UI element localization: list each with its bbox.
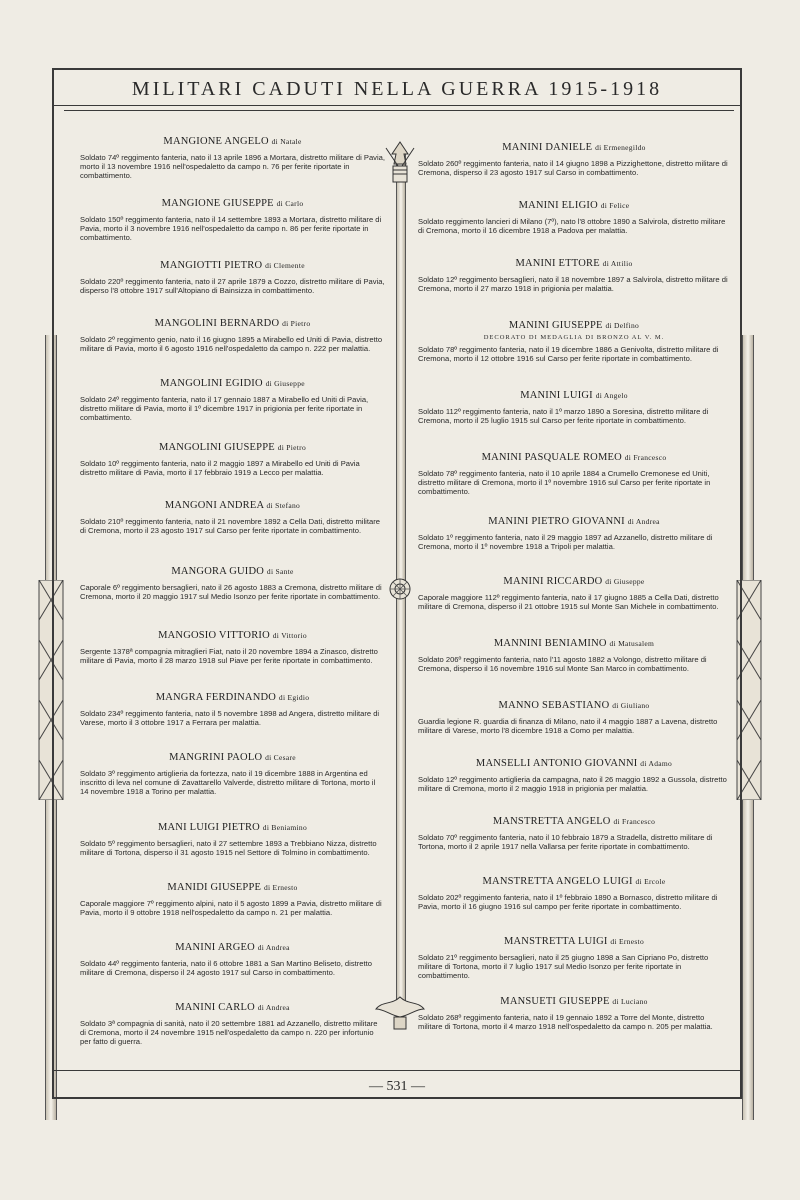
entry-name: MANINI GIUSEPPE di Delfino — [508, 320, 640, 331]
entry-name: MANGOLINI EGIDIO di Giuseppe — [160, 378, 305, 389]
entry-text: Soldato 206º reggimento fanteria, nato l'11 agosto 1882 a Volongo, distretto militare di Cremona, disperso il 16 novembre 1916 sul Monte San Marco in combattimento. — [418, 655, 707, 673]
entry-text: Guardia legione R. guardia di finanza di Milano, nato il 4 maggio 1887 a Lavena, distretto militare di Varese, morto l'8 dicembre 1918 a Como per malattia. — [418, 717, 718, 735]
entry-text: Soldato 202º reggimento fanteria, nato il 1º febbraio 1890 a Bornasco, distretto militare di Pavia, morto il 16 giugno 1916 sul campo per ferite riportate in combattimento. — [418, 893, 718, 911]
entry-name: MANINI LUIGI di Angelo — [520, 390, 628, 401]
medal-rosette-icon — [389, 578, 411, 600]
entry-text: Soldato 1º reggimento fanteria, nato il 29 maggio 1897 ad Azzanello, distretto militare di Cremona, morto il 1º novembre 1918 a Tripoli per malattia. — [418, 533, 713, 551]
entry — [80, 630, 385, 665]
entry — [80, 500, 385, 535]
entry-text: Caporale maggiore 112º reggimento fanteria, nato il 17 giugno 1885 a Cella Dati, distretto militare di Cremona, disperso il 21 ottobre 1915 sul Monte San Michele in combattimento. — [418, 593, 719, 611]
entry-name: MANIDI GIUSEPPE di Ernesto — [167, 882, 298, 893]
entry-name: MANINI ELIGIO di Felice — [518, 200, 630, 211]
entry — [418, 452, 730, 496]
entry-name: MANSTRETTA LUIGI di Ernesto — [503, 936, 644, 947]
entry — [418, 996, 730, 1031]
entry — [80, 378, 385, 422]
header-rule — [52, 105, 742, 106]
entry-name: MANGRA FERDINANDO di Egidio — [155, 692, 310, 703]
entry-text: Soldato 210º reggimento fanteria, nato il 21 novembre 1892 a Cella Dati, distretto militare di Cremona, morto il 23 agosto 1917 sul Carso per ferite riportate in combattimento. — [80, 517, 380, 535]
entry-text: Soldato 24º reggimento fanteria, nato il 17 gennaio 1887 a Mirabello ed Uniti di Pavia, distretto militare di Pavia, morto il 1º dicembre 1917 in prigionia per ferite riportate in combattimento. — [80, 395, 369, 422]
entry — [418, 576, 730, 611]
entry-text: Soldato 5º reggimento bersaglieri, nato il 27 settembre 1893 a Trebbiano Nizza, distretto militare di Tortona, disperso il 31 agosto 1915 nel Settore di Tolmino in combattimento. — [80, 839, 377, 857]
header-rule-inner — [64, 110, 734, 111]
entry-name: MANGONI ANDREA di Stefano — [164, 500, 301, 511]
entry — [418, 516, 730, 551]
entry-name: MANSTRETTA ANGELO LUIGI di Ercole — [482, 876, 666, 887]
entry-text: Soldato 21º reggimento bersaglieri, nato il 25 giugno 1898 a San Cipriano Po, distretto militare di Tortona, morto il 7 luglio 1917 sul Medio Isonzo per ferite riportate in combattimento. — [418, 953, 709, 980]
entry-text: Soldato 268º reggimento fanteria, nato il 19 gennaio 1892 a Torre del Monte, distretto militare di Tortona, morto il 4 marzo 1918 nell'ospedaletto da campo n. 205 per malattia. — [418, 1013, 713, 1031]
entry-name: MANSTRETTA ANGELO di Francesco — [492, 816, 656, 827]
entry — [418, 320, 730, 363]
entry — [418, 876, 730, 911]
entry-text: Soldato 3ª compagnia di sanità, nato il 20 settembre 1881 ad Azzanello, distretto militare di Cremona, morto il 24 novembre 1915 nell'ospedaletto da campo n. 220 per infortunio per fatto di guerra. — [80, 1019, 378, 1046]
entry-name: MANGRINI PAOLO di Cesare — [169, 752, 296, 763]
entry-name: MANINI ARGEO di Andrea — [175, 942, 290, 953]
entry-text: Caporale 6º reggimento bersaglieri, nato il 26 agosto 1883 a Cremona, distretto militare di Cremona, morto il 20 maggio 1917 sul Medio Isonzo per ferite riportate in combattimento. — [80, 583, 382, 601]
entry — [418, 758, 730, 793]
entry — [418, 816, 730, 851]
entry — [80, 822, 385, 857]
entry-name: MANNO SEBASTIANO di Giuliano — [498, 700, 650, 711]
entry — [418, 142, 730, 177]
entry-text: Soldato 150º reggimento fanteria, nato il 14 settembre 1893 a Mortara, distretto militare di Pavia, morto il 3 novembre 1916 nell'ospedaletto da campo n. 86 per ferite riportate in combattimento. — [80, 215, 382, 242]
entry-text: Soldato 70º reggimento fanteria, nato il 10 febbraio 1879 a Stradella, distretto militare di Tortona, morto il 2 aprile 1917 nella Vallarsa per ferite riportate in combattimento. — [418, 833, 713, 851]
entry-text: Soldato 12º reggimento bersaglieri, nato il 18 novembre 1897 a Salvirola, distretto militare di Cremona, morto il 27 marzo 1918 in prigionia per malattia. — [418, 275, 728, 293]
entry-name: MANGORA GUIDO di Sante — [171, 566, 294, 577]
entry-name: MANINI PASQUALE ROMEO di Francesco — [481, 452, 667, 463]
entry-name: MANGIONE ANGELO di Natale — [163, 136, 302, 147]
entry-text: Soldato 260º reggimento fanteria, nato il 14 giugno 1898 a Pizzighettone, distretto militare di Cremona, disperso il 23 agosto 1917 sul Carso in combattimento. — [418, 159, 728, 177]
entry-text: Soldato 44º reggimento fanteria, nato il 6 ottobre 1881 a San Martino Beliseto, distretto militare di Cremona, disperso il 24 agosto 1917 sul Carso in combattimento. — [80, 959, 372, 977]
entry — [418, 700, 730, 735]
entry-name: MANSUETI GIUSEPPE di Luciano — [500, 996, 648, 1007]
entry-text: Soldato reggimento lancieri di Milano (7º), nato l'8 ottobre 1890 a Salvirola, distretto militare di Cremona, morto il 16 dicembre 1918 a Padova per malattia. — [418, 217, 726, 235]
entry-name: MANINI CARLO di Andrea — [175, 1002, 290, 1013]
entry-name: MANNINI BENIAMINO di Matusalem — [493, 638, 655, 649]
entry-text: Soldato 78º reggimento fanteria, nato il 19 dicembre 1886 a Genivolta, distretto militare di Cremona, morto il 12 ottobre 1916 sul Carso per ferite riportate in combattimento. — [418, 345, 719, 363]
entry-name: MANGIOTTI PIETRO di Clemente — [160, 260, 305, 271]
entry-name: MANGOSIO VITTORIO di Vittorio — [158, 630, 307, 641]
entry — [80, 566, 385, 601]
entry — [80, 198, 385, 242]
pole-finial-icon — [384, 140, 416, 184]
entry — [418, 638, 730, 673]
entry-text: Caporale maggiore 7º reggimento alpini, nato il 5 agosto 1899 a Pavia, distretto militare di Pavia, morto il 9 ottobre 1918 nell'ospedaletto da campo n. 21 per malattia. — [80, 899, 382, 917]
entry — [80, 136, 385, 180]
entry-name: MANINI PIETRO GIOVANNI di Andrea — [488, 516, 660, 527]
entry — [80, 260, 385, 295]
decoration-note: DECORATO DI MEDAGLIA DI BRONZO AL V. M. — [483, 334, 665, 341]
entry — [418, 390, 730, 425]
page-title: MILITARI CADUTI NELLA GUERRA 1915-1918 — [131, 78, 663, 100]
entry — [80, 692, 385, 727]
entry-name: MANINI ETTORE di Attilio — [515, 258, 633, 269]
entry-name: MANGIONE GIUSEPPE di Carlo — [161, 198, 304, 209]
entry-name: MANSELLI ANTONIO GIOVANNI di Adamo — [475, 758, 673, 769]
entry — [80, 942, 385, 977]
entry-name: MANI LUIGI PIETRO di Beniamino — [157, 822, 308, 833]
entry-text: Sergente 1378ª compagnia mitraglieri Fiat, nato il 20 novembre 1894 a Zinasco, distretto militare di Pavia, morto il 28 marzo 1918 sul Piave per ferite riportate in combattimento. — [80, 647, 378, 665]
entry-text: Soldato 112º reggimento fanteria, nato il 1º marzo 1890 a Soresina, distretto militare di Cremona, morto il 25 luglio 1915 sul Carso per ferite riportate in combattimento. — [418, 407, 709, 425]
entry-name: MANINI RICCARDO di Giuseppe — [503, 576, 645, 587]
entry-text: Soldato 74º reggimento fanteria, nato il 13 aprile 1896 a Mortara, distretto militare di Pavia, morto il 13 novembre 1916 nell'ospedaletto da campo n. 76 per ferite riportate in combattimento. — [80, 153, 386, 180]
entry — [80, 318, 385, 353]
entry-text: Soldato 2º reggimento genio, nato il 16 giugno 1895 a Mirabello ed Uniti di Pavia, distretto militare di Pavia, morto il 6 agosto 1916 nell'ospedaletto da campo n. 222 per malattia. — [80, 335, 383, 353]
entry — [418, 200, 730, 235]
entry-name: MANGOLINI GIUSEPPE di Pietro — [158, 442, 307, 453]
entry-text: Soldato 220º reggimento fanteria, nato il 27 aprile 1879 a Cozzo, distretto militare di Pavia, disperso l'8 ottobre 1917 sull'Altopiano di Bainsizza in combattimento. — [80, 277, 385, 295]
footer-rule — [52, 1070, 742, 1071]
entry-name: MANINI DANIELE di Ermenegildo — [502, 142, 646, 153]
entry-text: Soldato 78º reggimento fanteria, nato il 10 aprile 1884 a Crumello Cremonese ed Uniti, distretto militare di Cremona, morto il 1º novembre 1916 sul Carso per ferite riportate in combattimento. — [418, 469, 711, 496]
entry — [80, 752, 385, 796]
entry — [80, 442, 385, 477]
entry-name: MANGOLINI BERNARDO di Pietro — [154, 318, 311, 329]
entry-text: Soldato 10º reggimento fanteria, nato il 2 maggio 1897 a Mirabello ed Uniti di Pavia distretto militare di Pavia, morto il 17 febbraio 1919 a Lecco per malattia. — [80, 459, 360, 477]
entry — [418, 936, 730, 980]
entry-text: Soldato 3º reggimento artiglieria da fortezza, nato il 19 dicembre 1888 in Argentina ed inscritto di leva nel comune di Zavattarello Valverde, distretto militare di Tortona, morto il 14 novembre 1918 a Torino per malattia. — [80, 769, 376, 796]
entry-text: Soldato 12º reggimento artiglieria da campagna, nato il 26 maggio 1892 a Gussola, distretto militare di Cremona, morto il 2 maggio 1918 in prigionia per malattia. — [418, 775, 727, 793]
entry — [80, 882, 385, 917]
entry — [80, 1002, 385, 1046]
entry-text: Soldato 234º reggimento fanteria, nato il 5 novembre 1898 ad Angera, distretto militare di Varese, morto il 3 ottobre 1917 a Ferrara per malattia. — [80, 709, 380, 727]
entry — [418, 258, 730, 293]
page-number: — 531 — — [369, 1079, 425, 1094]
